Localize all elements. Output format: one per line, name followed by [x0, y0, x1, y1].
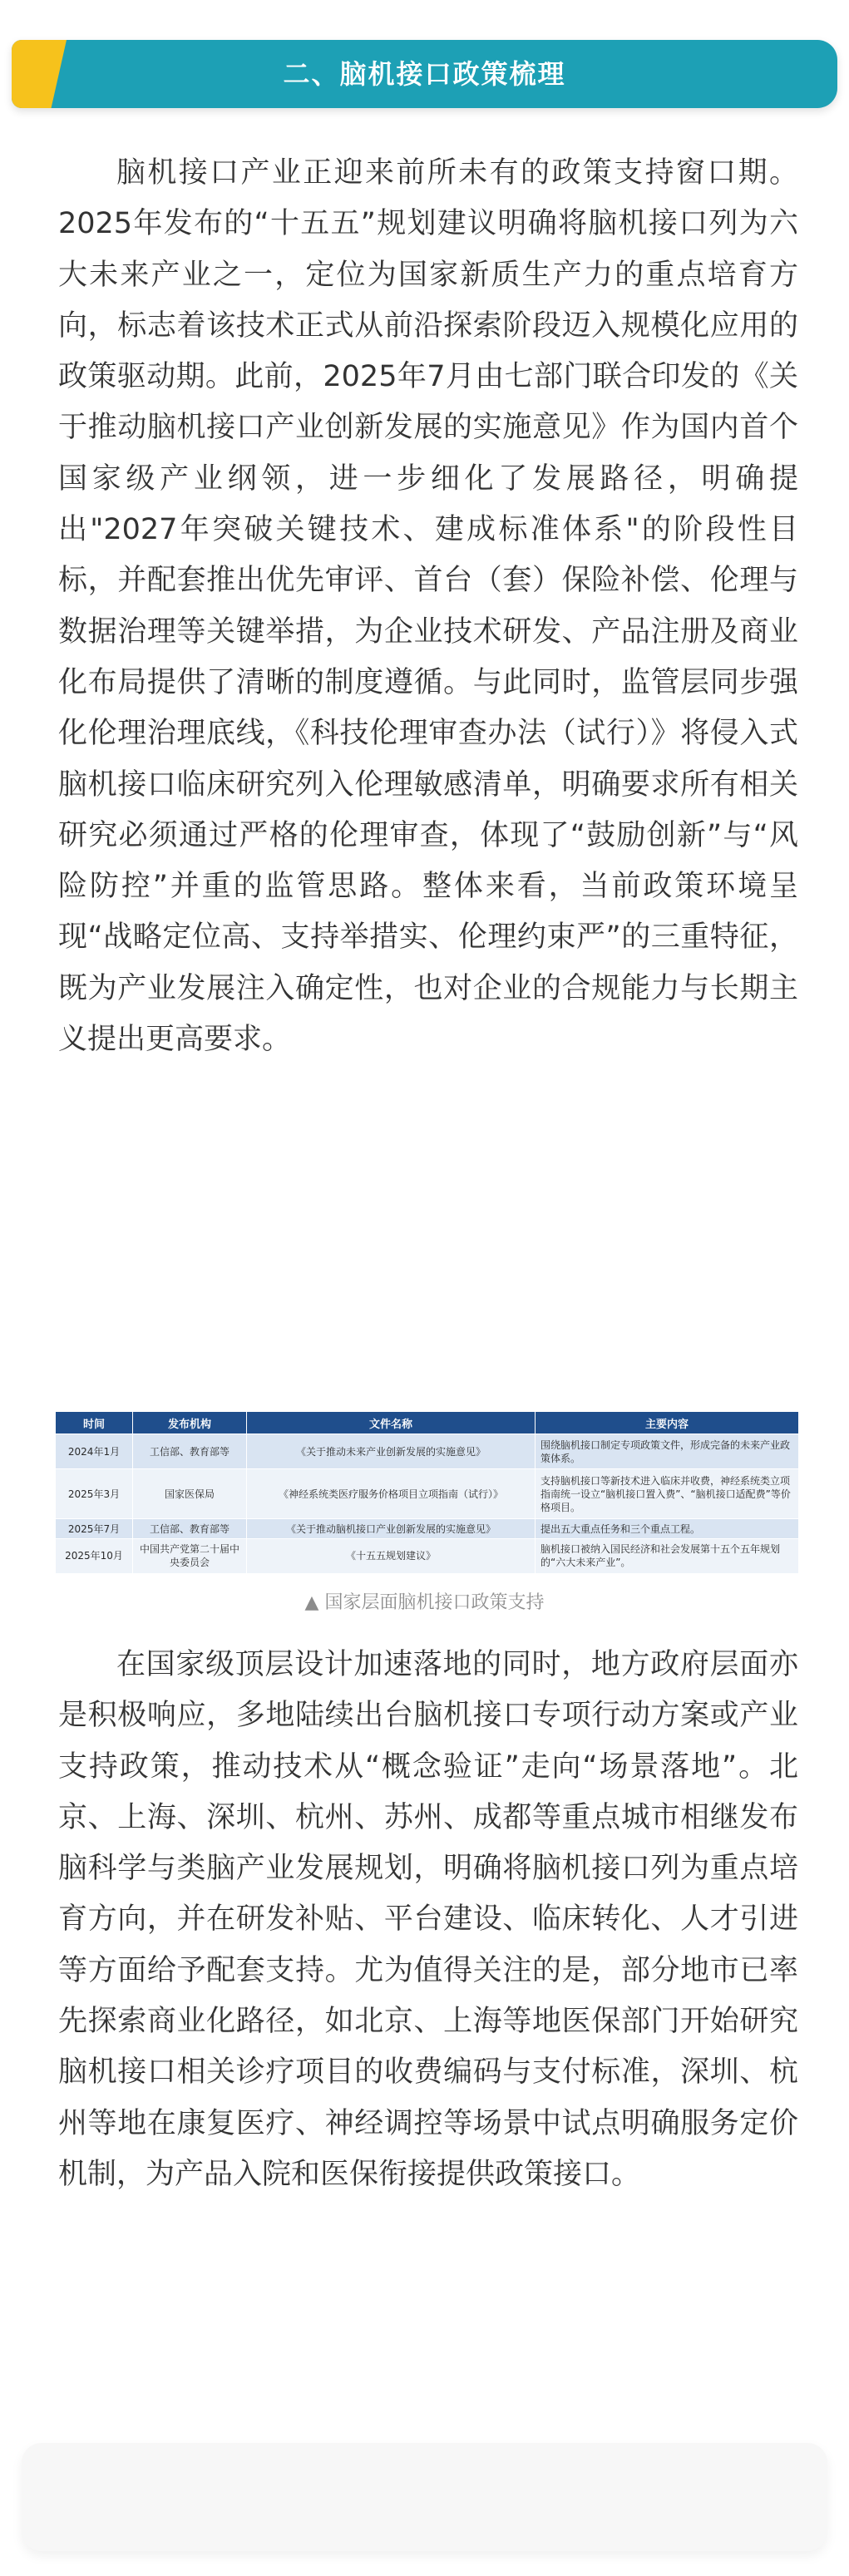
table-cell-content: 脑机接口被纳入国民经济和社会发展第十五个五年规划的“六大未来产业”。: [536, 1538, 799, 1573]
table-caption: ▲ 国家层面脑机接口政策支持: [304, 1592, 545, 1613]
table-header-content: 主要内容: [536, 1412, 799, 1434]
table-header-document: 文件名称: [247, 1412, 536, 1434]
table-header-issuer: 发布机构: [133, 1412, 247, 1434]
table-cell-time: 2025年3月: [56, 1469, 133, 1519]
table-cell-time: 2024年1月: [56, 1434, 133, 1469]
table-cell-issuer: 工信部、教育部等: [133, 1519, 247, 1539]
table-cell-document: 《神经系统类医疗服务价格项目立项指南（试行）》: [247, 1469, 536, 1519]
table-row: [56, 1469, 799, 1519]
paragraph-local-policy: 在国家级顶层设计加速落地的同时，地方政府层面亦是积极响应，多地陆续出台脑机接口专项行动方案或产业支持政策，推动技术从“概念验证”走向“场景落地”。北京、上海、深圳、杭州、苏州、成都等重点城市相继发布脑科学与类脑产业发展规划，明确将脑机接口列为重点培育方向，并在研发补贴、平台建设、临床转化、人才引进等方面给予配套支持。尤为值得关注的是，部分地市已率先探索商业化路径，如北京、上海等地医保部门开始研究脑机接口相关诊疗项目的收费编码与支付标准，深圳、杭州等地在康复医疗、神经调控等场景中试点明确服务定价机制，为产品入院和医保衔接提供政策接口。: [58, 1648, 798, 2191]
table-cell-time: 2025年7月: [56, 1519, 133, 1539]
table-cell-document: 《十五五规划建议》: [247, 1538, 536, 1573]
table-cell-issuer: 国家医保局: [133, 1469, 247, 1519]
section-title: 二、脑机接口政策梳理: [283, 58, 566, 90]
paragraph-national-policy: 脑机接口产业正迎来前所未有的政策支持窗口期。2025年发布的“十五五”规划建议明确将脑机接口列为六大未来产业之一，定位为国家新质生产力的重点培育方向，标志着该技术正式从前沿探索阶段迈入规模化应用的政策驱动期。此前，2025年7月由七部门联合印发的《关于推动脑机接口产业创新发展的实施意见》作为国内首个国家级产业纲领，进一步细化了发展路径，明确提出"2027年突破关键技术、建成标准体系"的阶段性目标，并配套推出优先审评、首台（套）保险补偿、伦理与数据治理等关键举措，为企业技术研发、产品注册及商业化布局提供了清晰的制度遵循。与此同时，监管层同步强化伦理治理底线，《科技伦理审查办法（试行）》将侵入式脑机接口临床研究列入伦理敏感清单，明确要求所有相关研究必须通过严格的伦理审查，体现了“鼓励创新”与“风险防控”并重的监管思路。整体来看，当前政策环境呈现“战略定位高、支持举措实、伦理约束严”的三重特征，既为产业发展注入确定性，也对企业的合规能力与长期主义提出更高要求。: [58, 156, 798, 1057]
table-row: [56, 1434, 799, 1469]
section-banner: [12, 40, 837, 108]
policy-table-image: [55, 1411, 798, 1574]
table-row: [56, 1538, 799, 1573]
table-cell-document: 《关于推动脑机接口产业创新发展的实施意见》: [247, 1519, 536, 1539]
table-cell-document: 《关于推动未来产业创新发展的实施意见》: [247, 1434, 536, 1469]
policy-table: [55, 1411, 799, 1574]
table-cell-time: 2025年10月: [56, 1538, 133, 1573]
table-cell-issuer: 工信部、教育部等: [133, 1434, 247, 1469]
footer-card: [22, 2443, 827, 2551]
table-header-row: [56, 1412, 799, 1434]
table-row: [56, 1519, 799, 1539]
table-header-time: 时间: [56, 1412, 133, 1434]
table-cell-content: 支持脑机接口等新技术进入临床并收费，神经系统类立项指南统一设立“脑机接口置入费”、“脑机接口适配费”等价格项目。: [536, 1469, 799, 1519]
table-cell-content: 围绕脑机接口制定专项政策文件，形成完备的未来产业政策体系。: [536, 1434, 799, 1469]
table-cell-content: 提出五大重点任务和三个重点工程。: [536, 1519, 799, 1539]
table-cell-issuer: 中国共产党第二十届中央委员会: [133, 1538, 247, 1573]
